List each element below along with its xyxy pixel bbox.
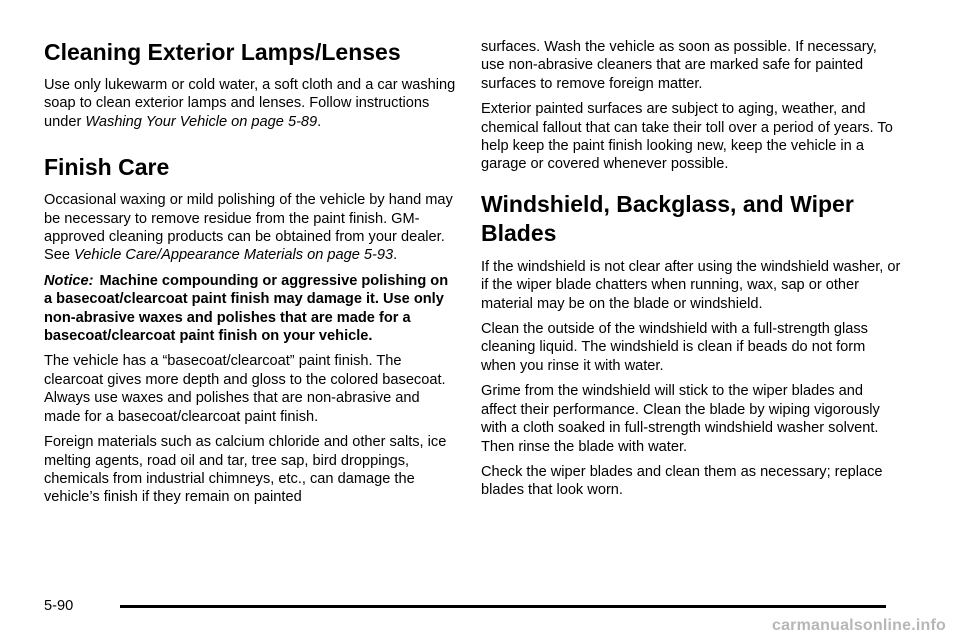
notice-label: Notice:: [44, 272, 94, 289]
paragraph-continued-surfaces: surfaces. Wash the vehicle as soon as possible. If necessary, use non-abrasive cleaners that are marked safe for painted surfaces to remove foreign matter.: [481, 39, 877, 92]
cross-reference-washing[interactable]: Washing Your Vehicle on page 5-89: [85, 113, 318, 130]
cross-reference-care-materials[interactable]: Vehicle Care/Appearance Materials on page 5-93: [74, 247, 394, 264]
heading-cleaning-exterior-lamps: Cleaning Exterior Lamps/Lenses: [44, 39, 401, 65]
paragraph-basecoat: The vehicle has a “basecoat/clearcoat” paint finish. The clearcoat gives more depth and gloss to the colored basecoat. Always use waxes and polishes that are non-abrasive and made for a basecoat/clearcoat paint finish.: [44, 353, 446, 425]
paragraph-lamps: [44, 76, 456, 131]
notice-text: Machine compounding or aggressive polishing on a basecoat/clearcoat paint finish may damage it. Use only non-abrasive waxes and polishes that are made for a basecoat/clearcoat paint finish on your vehicle.: [44, 272, 449, 345]
paragraph-clean-outside: Clean the outside of the windshield with a full-strength glass cleaning liquid. The windshield is clean if beads do not form when you rinse it with water.: [481, 321, 868, 374]
heading-finish-care: Finish Care: [44, 154, 170, 181]
paragraph-foreign-materials: Foreign materials such as calcium chloride and other salts, ice melting agents, road oil and tar, tree sap, bird droppings, chemicals from industrial chimneys, etc., can damage the vehicle’s finish if they remain on painted: [44, 434, 447, 506]
paragraph-finish-care: [44, 191, 456, 265]
notice-block: [44, 272, 456, 346]
footer-rule: [120, 605, 886, 608]
page-footer: [44, 596, 886, 616]
watermark: carmanualsonline.info: [771, 617, 946, 634]
paragraph-windshield-not-clear: If the windshield is not clear after using the windshield washer, or if the wiper blade chatters when running, wax, sap or other material may be on the blade or windshield.: [481, 258, 901, 312]
page-number: 5-90: [44, 598, 74, 614]
heading-windshield-wiper: Windshield, Backglass, and Wiper Blades: [481, 190, 854, 246]
paragraph-end: .: [393, 247, 398, 264]
paragraph-exterior-aging: Exterior painted surfaces are subject to aging, weather, and chemical fallout that can take their toll over a period of years. To help keep the paint finish looking new, keep the vehicle in a garage or covered whenever possible.: [481, 101, 893, 173]
paragraph-grime: Grime from the windshield will stick to the wiper blades and affect their performance. Clean the blade by wiping vigorously with a cloth soaked in full-strength windshield washer solvent. Then rinse the blade with water.: [481, 383, 880, 455]
paragraph-end: .: [317, 113, 322, 130]
paragraph-text: Occasional waxing or mild polishing of the vehicle by hand may be necessary to remove residue from the paint finish. GM-approved cleaning products can be obtained from your dealer. See: [44, 192, 453, 264]
paragraph-text: Use only lukewarm or cold water, a soft cloth and a car washing soap to clean exterior lamps and lenses. Follow instructions under: [44, 77, 456, 130]
left-column: [44, 38, 456, 514]
right-column: [481, 38, 901, 507]
paragraph-check-wipers: Check the wiper blades and clean them as necessary; replace blades that look worn.: [481, 463, 883, 499]
